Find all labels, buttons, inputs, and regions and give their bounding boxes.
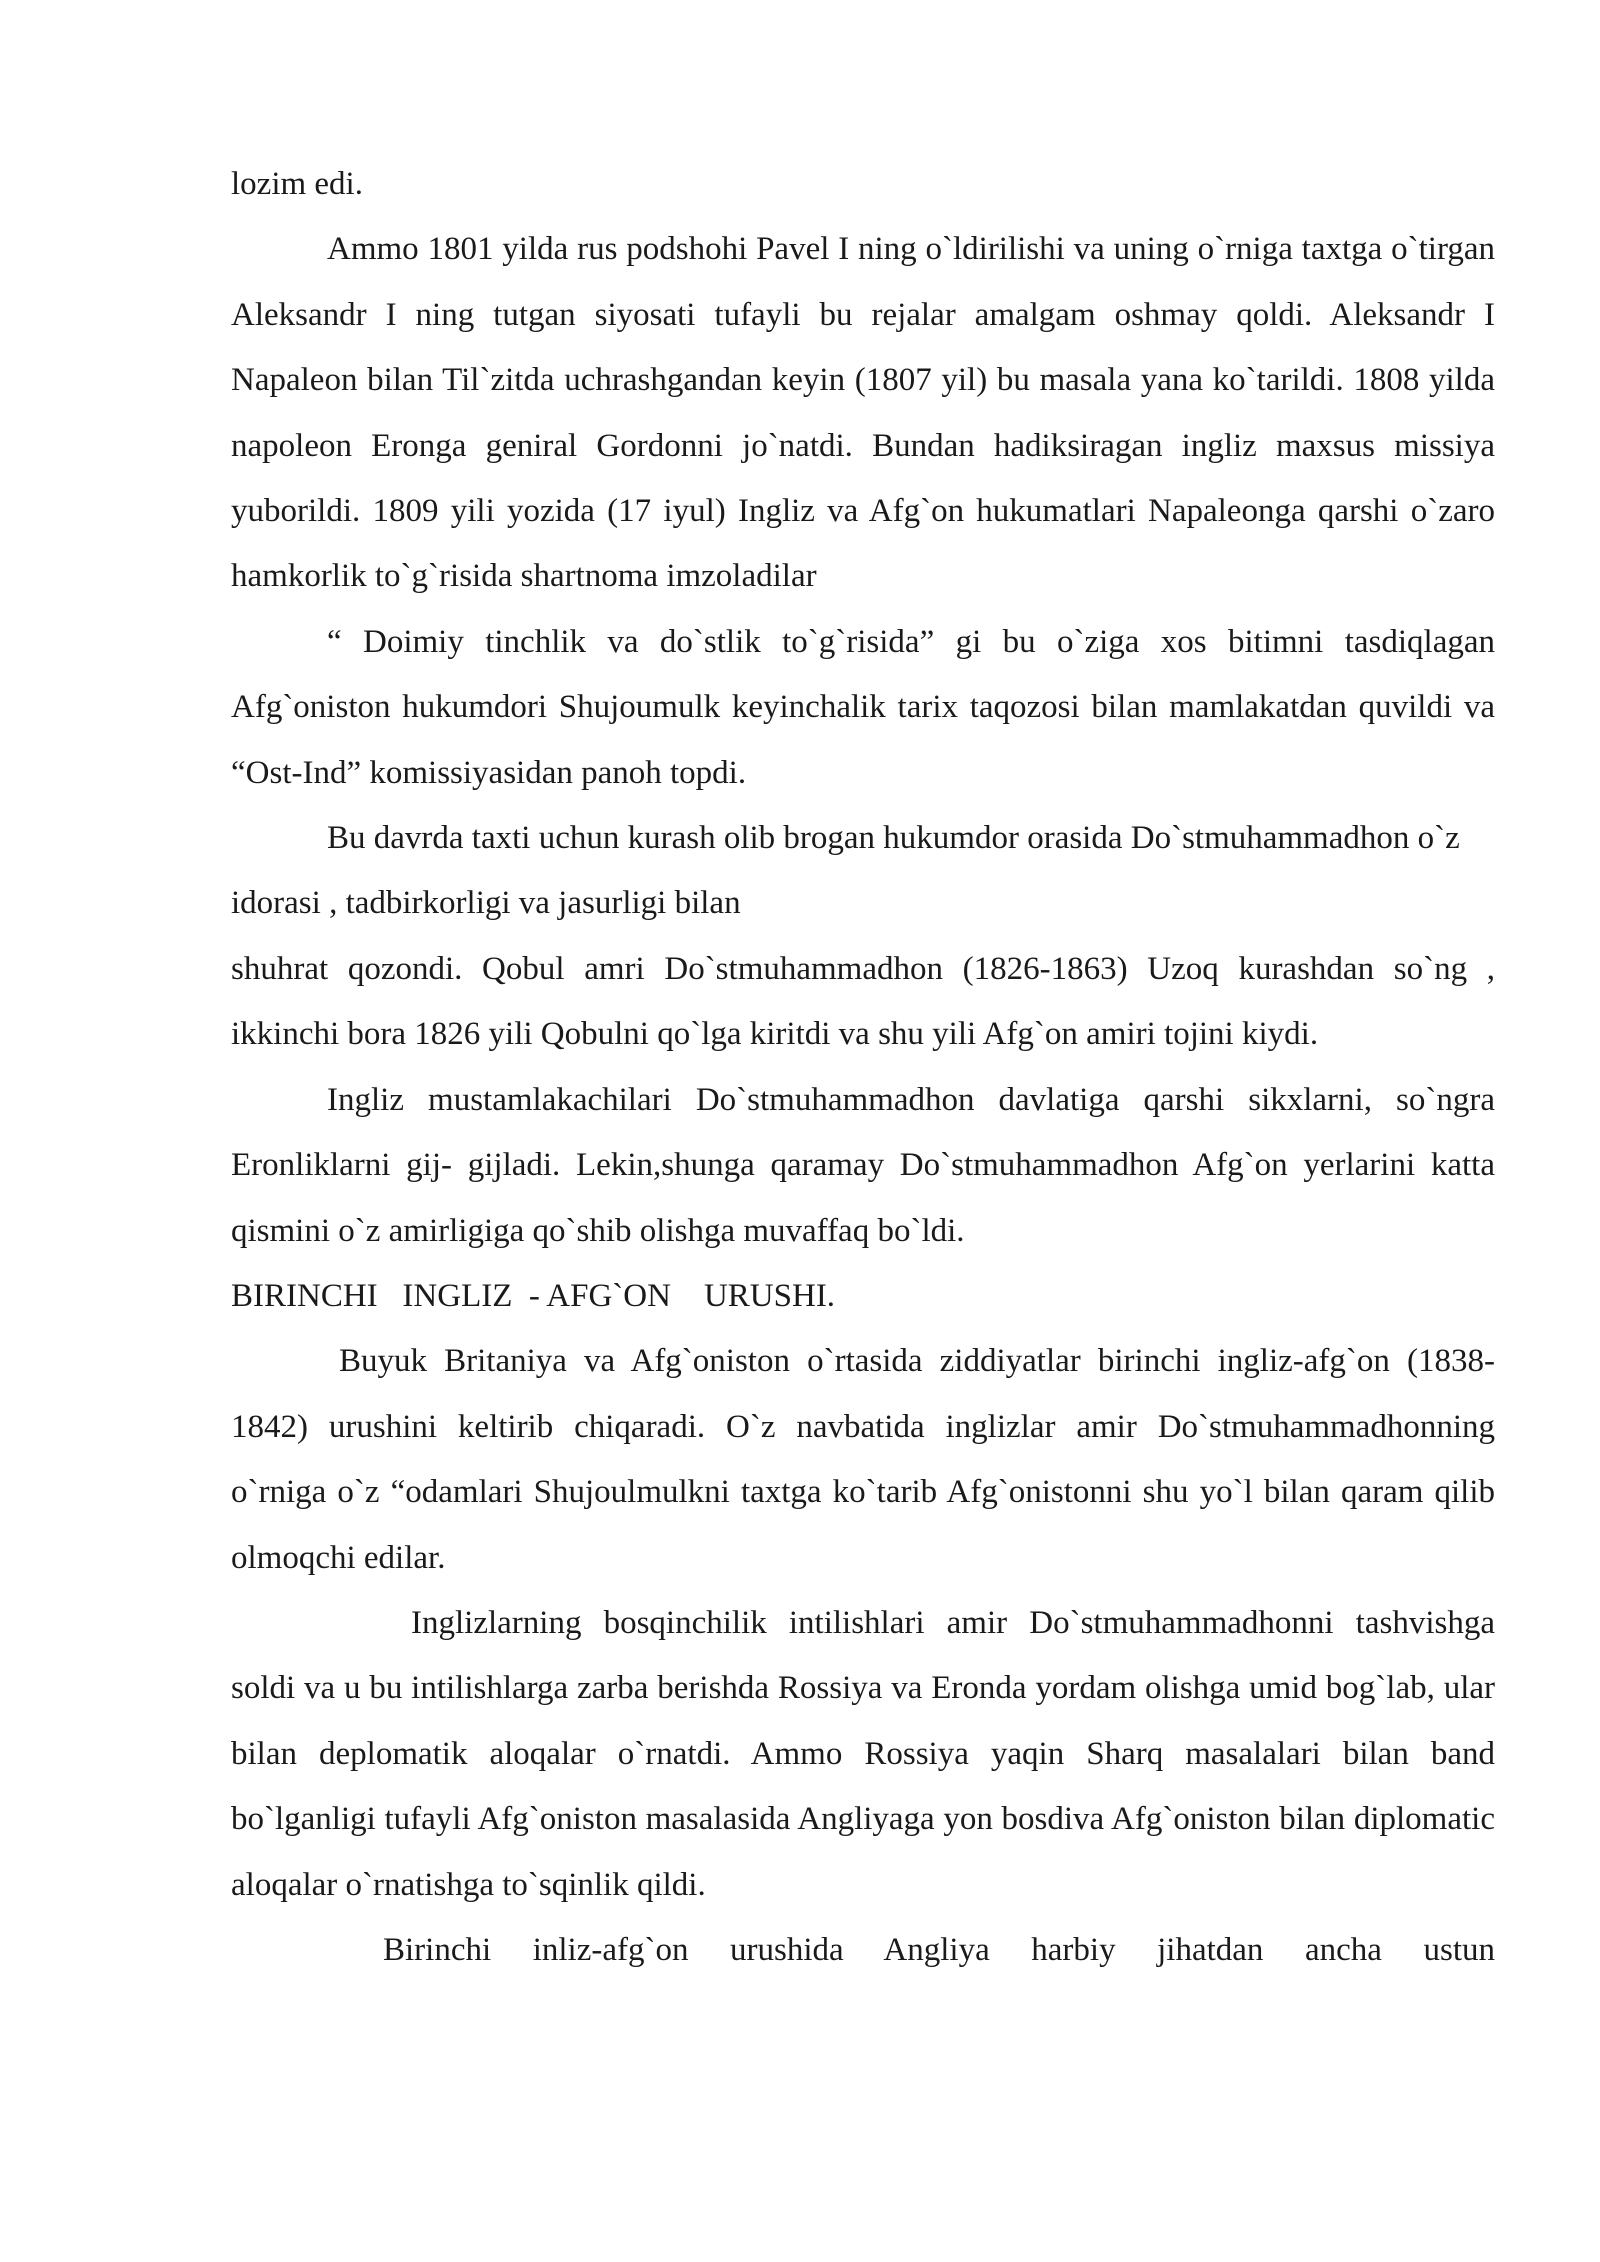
document-body bbox=[231, 152, 1495, 1983]
paragraph-war-cause: Buyuk Britaniya va Afg`oniston o`rtasida ziddiyatlar birinchi ingliz-afg`on (1838-1842) urushini keltirib chiqaradi. O`z navbatida inglizlar amir Do`stmuhammadhonning o`rniga o`z “odamlari Shujoulmulkni taxtga ko`tarib Afg`onistonni shu yo`l bilan qaram qilib olmoqchi edilar. bbox=[231, 1343, 1495, 1576]
section-heading: BIRINCHI INGLIZ - AFG`ON URUSHI. bbox=[231, 1277, 836, 1314]
paragraph-first-war: Birinchi inliz-afg`on urushida Angliya harbiy jihatdan ancha ustun bbox=[383, 1931, 1495, 1968]
paragraph-pavel: Ammo 1801 yilda rus podshohi Pavel I ning o`ldirilishi va uning o`rniga taxtga o`tirgan Aleksandr I ning tutgan siyosati tufayli bu rejalar amalgam oshmay qoldi. Aleksandr I Napaleon bilan Til`zitda uchrashgandan keyin (1807 yil) bu masala yana ko`tarildi. 1808 yilda napoleon Eronga geniral Gordonni jo`natdi. Bundan hadiksiragan ingliz maxsus missiya yuborildi. 1809 yili yozida (17 iyul) Ingliz va Afg`on hukumatlari Napaleonga qarshi o`zaro hamkorlik to`g`risida shartnoma imzoladilar bbox=[231, 231, 1495, 595]
paragraph-diplomacy: Inglizlarning bosqinchilik intilishlari amir Do`stmuhammadhonni tashvishga soldi va u bu intilishlarga zarba berishda Rossiya va Eronda yordam olishga umid bog`lab, ular bilan deplomatik aloqalar o`rnatdi. Ammo Rossiya yaqin Sharq masalalari bilan band bo`lganligi tufayli Afg`oniston masalasida Angliyaga yon bosdiva Afg`oniston bilan diplomatic aloqalar o`rnatishga to`sqinlik qildi. bbox=[231, 1604, 1495, 1903]
paragraph-struggle: Bu davrda taxti uchun kurash olib brogan hukumdor orasida Do`stmuhammadhon o`z idorasi , tadbirkorligi va jasurligi bilan bbox=[231, 820, 1460, 922]
paragraph-colonialists: Ingliz mustamlakachilari Do`stmuhammadhon davlatiga qarshi sikxlarni, so`ngra Eronliklarni gij- gijladi. Lekin,shunga qaramay Do`stmuhammadhon Afg`on yerlarini katta qismini o`z amirligiga qo`shib olishga muvaffaq bo`ldi. bbox=[231, 1081, 1495, 1249]
paragraph-continuation: lozim edi. bbox=[231, 166, 363, 202]
paragraph-treaty: “ Doimiy tinchlik va do`stlik to`g`risida” gi bu o`ziga xos bitimni tasdiqlagan Afg`oniston hukumdori Shujoumulk keyinchalik tarix taqozosi bilan mamlakatdan quvildi va “Ost-Ind” komissiyasidan panoh topdi. bbox=[231, 623, 1495, 791]
paragraph-dostmuhammad: shuhrat qozondi. Qobul amri Do`stmuhammadhon (1826-1863) Uzoq kurashdan so`ng , ikkinchi bora 1826 yili Qobulni qo`lga kiritdi va shu yili Afg`on amiri tojini kiydi. bbox=[231, 950, 1495, 1053]
